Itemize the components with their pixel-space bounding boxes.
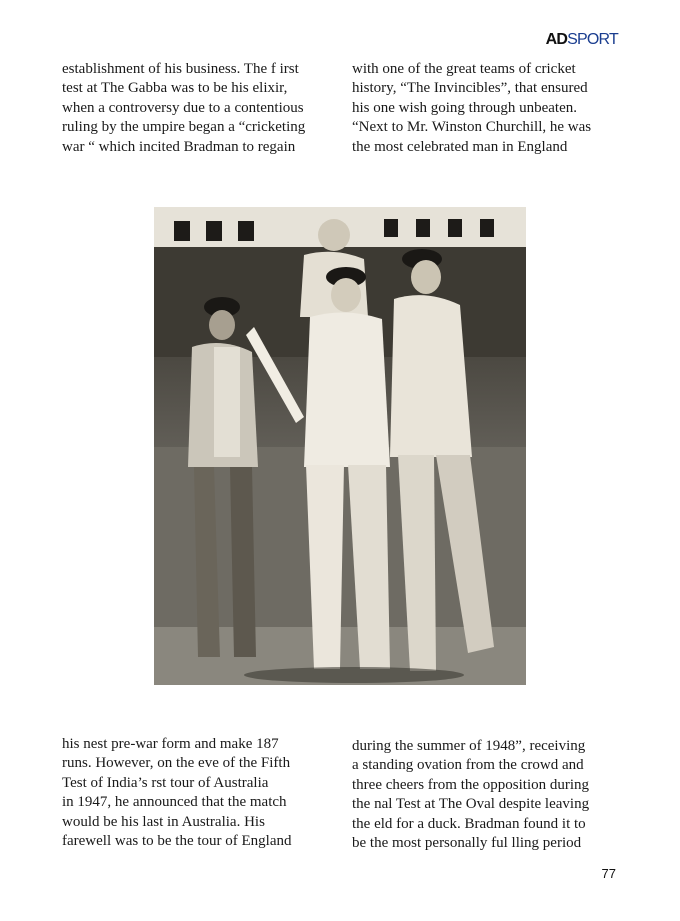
text-line: would be his last in Australia. His [62, 813, 265, 830]
text-line: when a controversy due to a contentious [62, 99, 304, 116]
text-line: establishment of his business. The f irst [62, 61, 299, 77]
text-line: history, “The Invincibles”, that ensured [352, 80, 588, 97]
text-line: runs. However, on the eve of the Fifth [62, 755, 291, 772]
text-line: “Next to Mr. Winston Churchill, he was [352, 119, 592, 136]
column-bottom-right [352, 737, 617, 853]
column-bottom-left [62, 735, 327, 851]
text-line: be the most personally ful lling period [352, 835, 582, 852]
text-line: a standing ovation from the crowd and [352, 757, 584, 774]
column-top-right [352, 60, 617, 157]
column-top-left [62, 60, 327, 157]
brand-ad: AD [545, 31, 568, 48]
text-line: the eld for a duck. Bradman found it to [352, 815, 586, 832]
text-line: in 1947, he announced that the match [62, 794, 287, 811]
text-line: farewell was to be the tour of England [62, 833, 292, 850]
page-number: 77 [601, 866, 616, 881]
text-line: ruling by the umpire began a “cricketing [62, 119, 306, 136]
text-line: the most celebrated man in England [352, 138, 568, 155]
text-line: the nal Test at The Oval despite leaving [352, 796, 590, 813]
brand-sport: SPORT [567, 31, 618, 48]
text-line: with one of the great teams of cricket [352, 61, 576, 77]
text-line: war “ which incited Bradman to regain [62, 138, 296, 155]
cricketers-photo [154, 207, 526, 685]
text-line: Test of India’s rst tour of Australia [62, 774, 269, 791]
text-line: three cheers from the opposition during [352, 776, 590, 793]
text-line: test at The Gabba was to be his elixir, [62, 80, 288, 97]
text-line: his nest pre-war form and make 187 [62, 736, 279, 752]
text-line: during the summer of 1948”, receiving [352, 738, 586, 754]
section-header [546, 31, 618, 49]
text-line: his one wish going through unbeaten. [352, 99, 577, 116]
photo-illustration [154, 207, 526, 685]
